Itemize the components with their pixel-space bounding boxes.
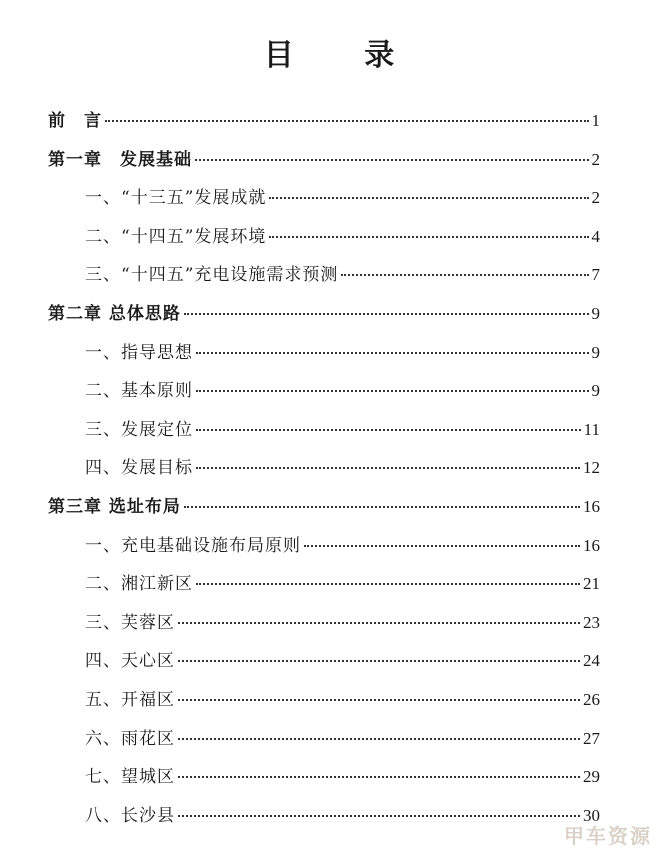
- toc-entry-page-number: 30: [583, 805, 600, 825]
- toc-entry-label: 三、芙蓉区: [85, 612, 175, 633]
- toc-entry[interactable]: [85, 183, 600, 209]
- toc-entry-page-number: 24: [583, 651, 600, 671]
- toc-entry-page-number: 23: [583, 612, 600, 632]
- toc-entry[interactable]: [85, 569, 600, 595]
- toc-entry[interactable]: [48, 106, 600, 132]
- toc-leader-dots: [341, 274, 588, 276]
- toc-entry-label: 四、天心区: [85, 651, 175, 672]
- toc-entry[interactable]: [85, 646, 600, 672]
- toc-entry-label: 六、雨花区: [85, 728, 175, 749]
- toc-leader-dots: [304, 545, 580, 547]
- toc-leader-dots: [178, 776, 580, 778]
- toc-leader-dots: [269, 236, 588, 238]
- toc-entry-page-number: 16: [583, 497, 600, 516]
- toc-entry[interactable]: [48, 492, 600, 518]
- toc-entry-label: 七、望城区: [85, 767, 175, 788]
- toc-entry[interactable]: [85, 260, 600, 286]
- toc-entry-page-number: 26: [583, 690, 600, 709]
- toc-entry-label: 一、“十三五”发展成就: [85, 188, 267, 209]
- toc-entry-page-number: 4: [591, 226, 600, 246]
- page-title: 目 录: [263, 38, 425, 73]
- watermark: 甲车资源: [564, 824, 652, 848]
- toc-entry-page-number: 1: [591, 111, 600, 130]
- toc-entry-label: 一、充电基础设施布局原则: [85, 535, 301, 556]
- toc-leader-dots: [196, 467, 580, 469]
- toc-entry-page-number: 9: [591, 381, 600, 401]
- toc-entry-label: 第二章 总体思路: [48, 304, 181, 324]
- toc-leader-dots: [178, 622, 580, 624]
- toc-entry[interactable]: [85, 531, 600, 557]
- toc-entry[interactable]: [85, 453, 600, 479]
- toc-leader-dots: [178, 738, 580, 740]
- toc-leader-dots: [196, 583, 580, 585]
- toc-leader-dots: [196, 390, 589, 392]
- toc-entry-label: 三、“十四五”充电设施需求预测: [85, 265, 339, 286]
- toc-entry[interactable]: [85, 685, 600, 711]
- toc-leader-dots: [178, 699, 580, 701]
- toc-entry-page-number: 2: [591, 149, 600, 169]
- toc-entry-page-number: 9: [591, 342, 600, 362]
- toc-entry[interactable]: [85, 222, 600, 248]
- toc-entry-page-number: 29: [583, 767, 600, 787]
- toc-entry-page-number: 9: [591, 304, 600, 323]
- toc-entry[interactable]: [48, 299, 600, 325]
- toc-entry[interactable]: [48, 145, 600, 171]
- toc-entry-label: 前 言: [48, 111, 102, 131]
- toc-entry-label: 二、基本原则: [85, 381, 193, 402]
- toc-entry-page-number: 12: [583, 458, 600, 478]
- toc-entry[interactable]: [85, 801, 600, 827]
- toc-entry-label: 一、指导思想: [85, 342, 193, 363]
- toc-leader-dots: [184, 313, 589, 315]
- toc-leader-dots: [184, 506, 580, 508]
- toc-entry-page-number: 27: [583, 728, 600, 748]
- toc-entry-label: 二、湘江新区: [85, 574, 193, 595]
- toc-entry-label: 五、开福区: [85, 690, 175, 710]
- toc-entry-label: 第三章 选址布局: [48, 497, 181, 517]
- toc-leader-dots: [178, 815, 580, 817]
- toc-entry-page-number: 2: [591, 188, 600, 208]
- toc-leader-dots: [105, 120, 589, 122]
- toc-entry-label: 第一章 发展基础: [48, 149, 192, 170]
- toc-entry[interactable]: [85, 762, 600, 788]
- toc-entry[interactable]: [85, 376, 600, 402]
- toc-entry[interactable]: [85, 608, 600, 634]
- toc-entry-label: 三、发展定位: [85, 419, 193, 440]
- toc-entry-page-number: 21: [583, 574, 600, 594]
- toc-entry-label: 二、“十四五”发展环境: [85, 226, 267, 247]
- toc-entry[interactable]: [85, 338, 600, 364]
- toc-leader-dots: [195, 159, 589, 161]
- toc-entry-page-number: 7: [591, 265, 600, 285]
- toc-entry-label: 四、发展目标: [85, 458, 193, 479]
- toc-entry-page-number: 16: [583, 535, 600, 555]
- toc-leader-dots: [269, 197, 588, 199]
- toc-leader-dots: [178, 660, 580, 662]
- toc-entry-page-number: 11: [583, 419, 600, 439]
- toc-leader-dots: [196, 429, 581, 431]
- toc-entry-label: 八、长沙县: [85, 805, 175, 826]
- toc-entry[interactable]: [85, 415, 600, 441]
- toc-entry[interactable]: [85, 724, 600, 750]
- toc-leader-dots: [196, 352, 589, 354]
